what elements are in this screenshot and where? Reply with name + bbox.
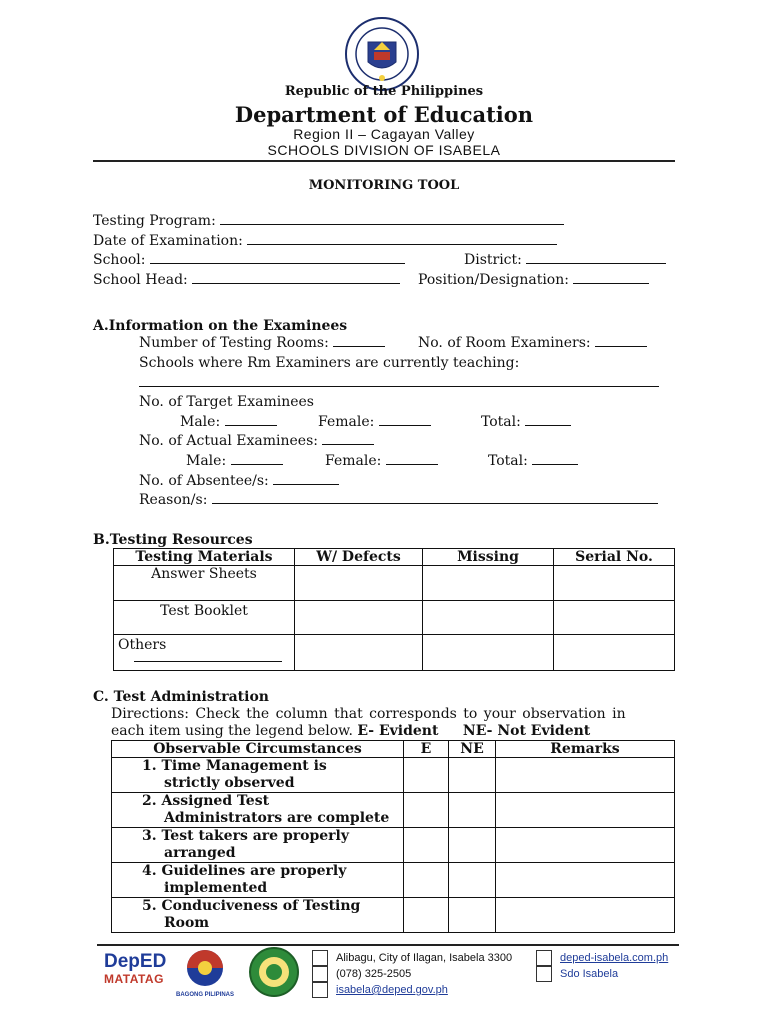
item-text: Conduciveness of Testing: [161, 898, 361, 914]
testing-program-label: Testing Program:: [93, 213, 216, 229]
reasons-label: Reason/s:: [139, 492, 208, 508]
target-total-field[interactable]: [525, 413, 571, 426]
section-c-heading: [93, 688, 269, 706]
remarks-input[interactable]: [496, 793, 675, 828]
division-name: SCHOOLS DIVISION OF ISABELA: [267, 142, 501, 158]
country-name: Republic of the Philippines: [284, 84, 484, 99]
cell-input[interactable]: [295, 601, 423, 635]
mail-icon: [312, 982, 328, 998]
table-header-row: [114, 549, 675, 566]
remarks-input[interactable]: [496, 863, 675, 898]
testing-resources-table: [113, 548, 675, 671]
actual-examinees-row: [139, 432, 374, 450]
circumstance-item: [112, 828, 404, 863]
district-row: [464, 251, 666, 269]
table-row: [112, 758, 675, 793]
school-row: [93, 251, 405, 269]
item-number: 1.: [142, 758, 157, 774]
col-evident: E: [404, 741, 449, 758]
table-row: [112, 828, 675, 863]
testing-program-row: [93, 212, 564, 230]
phone-icon: [312, 966, 328, 982]
table-row: [112, 898, 675, 933]
cell-input[interactable]: [295, 635, 423, 671]
address-row: [312, 950, 512, 966]
section-b-letter: B.: [93, 532, 110, 548]
room-examiners-row: [418, 334, 647, 352]
cell-input[interactable]: [554, 635, 675, 671]
target-male-field[interactable]: [225, 413, 277, 426]
department-name: Department of Education: [234, 102, 534, 127]
directions-line-1: Directions: Check the column that corresponds to your observation in: [111, 706, 626, 722]
bagong-pilipinas-emblem: [176, 948, 234, 988]
globe-icon: [536, 950, 552, 966]
actual-male-row: [186, 452, 283, 470]
evident-checkbox[interactable]: [404, 758, 449, 793]
evident-checkbox[interactable]: [404, 828, 449, 863]
testing-rooms-row: [139, 334, 385, 352]
actual-male-field[interactable]: [231, 452, 283, 465]
actual-total-field[interactable]: [532, 452, 578, 465]
email-link[interactable]: isabela@deped.gov.ph: [336, 983, 448, 996]
not-evident-checkbox[interactable]: [449, 828, 496, 863]
not-evident-checkbox[interactable]: [449, 793, 496, 828]
table-header-row: [112, 741, 675, 758]
reasons-field[interactable]: [212, 491, 658, 504]
email-row[interactable]: [312, 982, 512, 998]
section-a-letter: A.: [93, 318, 109, 334]
school-head-row: [93, 271, 400, 289]
remarks-input[interactable]: [496, 828, 675, 863]
row-label: Others: [118, 637, 167, 653]
header-rule: [93, 160, 675, 162]
school-field[interactable]: [150, 251, 405, 264]
others-cell: [114, 635, 295, 671]
online-info: [536, 950, 668, 982]
website-row[interactable]: [536, 950, 668, 966]
item-text: Test takers are properly: [161, 828, 349, 844]
position-label: Position/Designation:: [418, 272, 569, 288]
evident-checkbox[interactable]: [404, 863, 449, 898]
actual-female-row: [325, 452, 438, 470]
col-circumstances: Observable Circumstances: [112, 741, 404, 758]
cell-input[interactable]: [295, 566, 423, 601]
not-evident-checkbox[interactable]: [449, 863, 496, 898]
item-text: Assigned Test: [161, 793, 270, 809]
home-icon: [312, 950, 328, 966]
room-examiners-field[interactable]: [595, 334, 647, 347]
position-row: [418, 271, 649, 289]
col-missing: Missing: [423, 549, 554, 566]
matatag-wordmark: MATATAG: [104, 972, 164, 986]
testing-rooms-field[interactable]: [333, 334, 385, 347]
actual-female-label: Female:: [325, 453, 382, 469]
cell-input[interactable]: [423, 566, 554, 601]
school-label: School:: [93, 252, 146, 268]
testing-program-field[interactable]: [220, 212, 564, 225]
date-of-exam-field[interactable]: [247, 232, 557, 245]
schools-teaching-label: Schools where Rm Examiners are currently teaching:: [139, 355, 520, 371]
division-seal: [248, 946, 300, 998]
actual-total-label: Total:: [488, 453, 528, 469]
cell-input[interactable]: [423, 635, 554, 671]
target-total-row: [481, 413, 571, 431]
date-row: [93, 232, 557, 250]
target-total-label: Total:: [481, 414, 521, 430]
item-number: 5.: [142, 898, 157, 914]
legend-not-evident: NE- Not Evident: [462, 723, 591, 739]
absentees-label: No. of Absentee/s:: [139, 473, 269, 489]
section-a-title: Information on the Examinees: [108, 318, 348, 334]
table-row: [114, 635, 675, 671]
reasons-row: [139, 491, 658, 509]
room-examiners-label: No. of Room Examiners:: [418, 335, 591, 351]
table-row: [112, 793, 675, 828]
col-serial: Serial No.: [554, 549, 675, 566]
district-label: District:: [464, 252, 522, 268]
table-row: [112, 863, 675, 898]
col-testing-materials: Testing Materials: [114, 549, 295, 566]
remarks-input[interactable]: [496, 758, 675, 793]
deped-seal: [344, 16, 420, 92]
social-link[interactable]: Sdo Isabela: [560, 967, 619, 980]
testing-rooms-label: Number of Testing Rooms:: [139, 335, 329, 351]
district-field[interactable]: [526, 251, 666, 264]
row-label: Answer Sheets: [114, 566, 295, 601]
deped-logo: [104, 952, 174, 996]
item-number: 2.: [142, 793, 157, 809]
item-number: 4.: [142, 863, 157, 879]
section-b-heading: [93, 531, 253, 549]
not-evident-checkbox[interactable]: [449, 758, 496, 793]
col-not-evident: NE: [449, 741, 496, 758]
schools-teaching-field[interactable]: [139, 386, 659, 387]
social-icon: [536, 966, 552, 982]
directions-text: each item using the legend below.: [111, 723, 353, 739]
deped-wordmark: DepED: [104, 951, 167, 972]
website-link[interactable]: deped-isabela.com.ph: [560, 951, 669, 964]
section-a-heading: [93, 317, 347, 335]
evident-checkbox[interactable]: [404, 793, 449, 828]
item-text: Guidelines are properly: [161, 863, 347, 879]
table-row: [114, 566, 675, 601]
phone-row: [312, 966, 512, 982]
circumstance-item: [112, 863, 404, 898]
target-male-label: Male:: [180, 414, 221, 430]
position-field[interactable]: [573, 271, 649, 284]
actual-female-field[interactable]: [386, 452, 438, 465]
contact-info: [312, 950, 512, 998]
others-field[interactable]: [134, 653, 282, 662]
address-text: Alibagu, City of Ilagan, Isabela 3300: [336, 951, 513, 964]
actual-male-label: Male:: [186, 453, 227, 469]
item-text: Room: [164, 915, 210, 931]
social-row[interactable]: [536, 966, 668, 982]
item-number: 3.: [142, 828, 157, 844]
target-female-row: [318, 413, 431, 431]
remarks-input[interactable]: [496, 898, 675, 933]
item-text: arranged: [164, 845, 236, 861]
item-text: strictly observed: [164, 775, 295, 791]
table-row: [114, 601, 675, 635]
evident-checkbox[interactable]: [404, 898, 449, 933]
absentees-row: [139, 472, 339, 490]
cell-input[interactable]: [554, 566, 675, 601]
actual-examinees-field[interactable]: [322, 432, 374, 445]
phone-text: (078) 325-2505: [336, 967, 412, 980]
item-text: Administrators are complete: [164, 810, 390, 826]
item-text: Time Management is: [161, 758, 327, 774]
bagong-pilipinas-text: BAGONG PILIPINAS: [176, 992, 235, 998]
school-head-label: School Head:: [93, 272, 188, 288]
circumstance-item: [112, 898, 404, 933]
section-c-letter: C.: [93, 689, 109, 705]
actual-examinees-label: No. of Actual Examinees:: [139, 433, 318, 449]
section-c-title: Test Administration: [113, 689, 269, 705]
cell-input[interactable]: [554, 601, 675, 635]
target-female-label: Female:: [318, 414, 375, 430]
bagong-pilipinas-logo: [176, 948, 234, 998]
test-administration-table: [111, 740, 675, 933]
circumstance-item: [112, 758, 404, 793]
legend-evident: E- Evident: [357, 723, 439, 739]
date-of-exam-label: Date of Examination:: [93, 233, 243, 249]
target-female-field[interactable]: [379, 413, 431, 426]
col-remarks: Remarks: [496, 741, 675, 758]
circumstance-item: [112, 793, 404, 828]
form-title: MONITORING TOOL: [308, 178, 460, 193]
absentees-field[interactable]: [273, 472, 339, 485]
section-b-title: Testing Resources: [109, 532, 253, 548]
directions-line-2: [111, 722, 590, 740]
footer-rule: [97, 944, 679, 946]
row-label: Test Booklet: [114, 601, 295, 635]
not-evident-checkbox[interactable]: [449, 898, 496, 933]
col-defects: W/ Defects: [295, 549, 423, 566]
target-examinees-label: No. of Target Examinees: [139, 394, 314, 410]
region-name: Region II – Cagayan Valley: [293, 126, 475, 142]
target-male-row: [180, 413, 277, 431]
school-head-field[interactable]: [192, 271, 400, 284]
cell-input[interactable]: [423, 601, 554, 635]
item-text: implemented: [164, 880, 268, 896]
actual-total-row: [488, 452, 578, 470]
